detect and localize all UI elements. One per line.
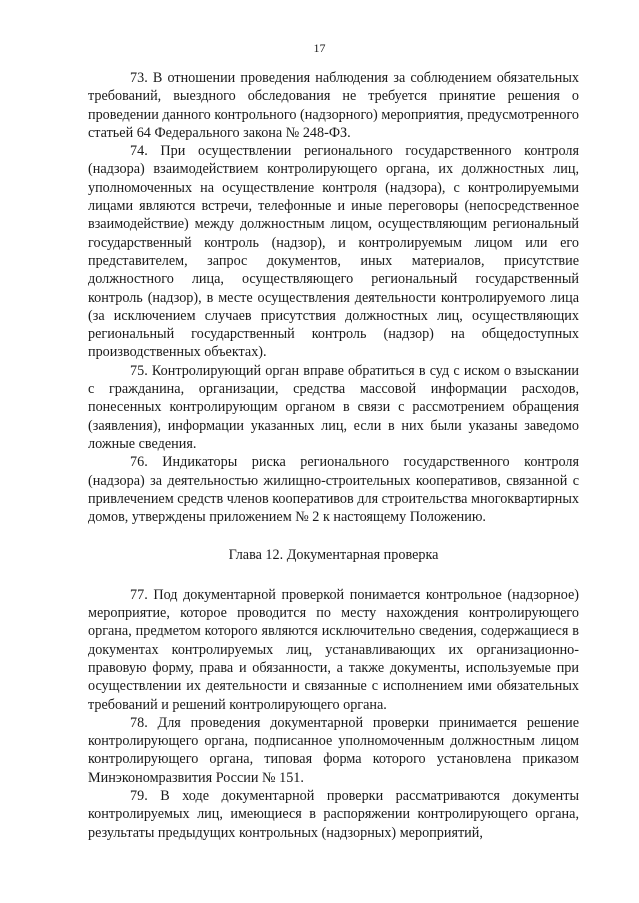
paragraph-79: 79. В ходе документарной проверки рассматриваются документы контролируемых лиц, имеющиеся в распоряжении контролирующего органа, результаты предыдущих контрольных (надзорных) мероприятий, xyxy=(88,787,579,841)
paragraph-77: 77. Под документарной проверкой понимается контрольное (надзорное) мероприятие, которое проводится по месту нахождения контролирующего органа, предметом которого являются исключительно сведения, содержащиеся в документах контролируемых лиц, устанавливающих их организационно-правовую форму, права и обязанности, а также документы, используемые при осуществлении их деятельности и связанные с исполнением ими обязательных требований и решений контролирующего органа. xyxy=(88,586,579,713)
paragraph-74: 74. При осуществлении регионального государственного контроля (надзора) взаимодействием контролирующего органа, их должностных лиц, уполномоченных на осуществление контроля (надзора), с контролируемыми лицами являются встречи, телефонные и иные переговоры (непосредственное взаимодействие) между должностным лицом, осуществляющим региональный государственный контроль (надзор), и контролируемым лицом или его представителем, запрос документов, иных материалов, присутствие должностного лица, осуществляющего региональный государственный контроль (надзор), в месте осуществления деятельности контролируемого лица (за исключением случаев присутствия должностных лиц, осуществляющих региональный государственный контроль (надзор) на общедоступных производственных объектах). xyxy=(88,143,579,361)
page-number: 17 xyxy=(313,41,326,55)
chapter-heading: Глава 12. Документарная проверка xyxy=(228,547,439,564)
paragraph-76: 76. Индикаторы риска регионального государственного контроля (надзора) за деятельностью жилищно-строительных кооперативов, связанной с привлечением средств членов кооперативов для строительства многоквартирных домов, утверждены приложением № 2 к настоящему Положению. xyxy=(88,454,579,526)
paragraph-78: 78. Для проведения документарной проверки принимается решение контролирующего органа, подписанное уполномоченным должностным лицом контролирующего органа, типовая форма которого установлена приказом Минэкономразвития России № 151. xyxy=(88,714,579,786)
paragraph-75: 75. Контролирующий орган вправе обратиться в суд с иском о взыскании с гражданина, организации, средства массовой информации расходов, понесенных контролирующим органом в связи с рассмотрением обращения (заявления), информации указанных лиц, если в них были указаны заведомо ложные сведения. xyxy=(88,362,579,452)
document-body xyxy=(88,69,579,842)
paragraph-73: 73. В отношении проведения наблюдения за соблюдением обязательных требований, выездного обследования не требуется принятие решения о проведении данного контрольного (надзорного) мероприятия, предусмотренного статьей 64 Федерального закона № 248-ФЗ. xyxy=(88,70,579,141)
